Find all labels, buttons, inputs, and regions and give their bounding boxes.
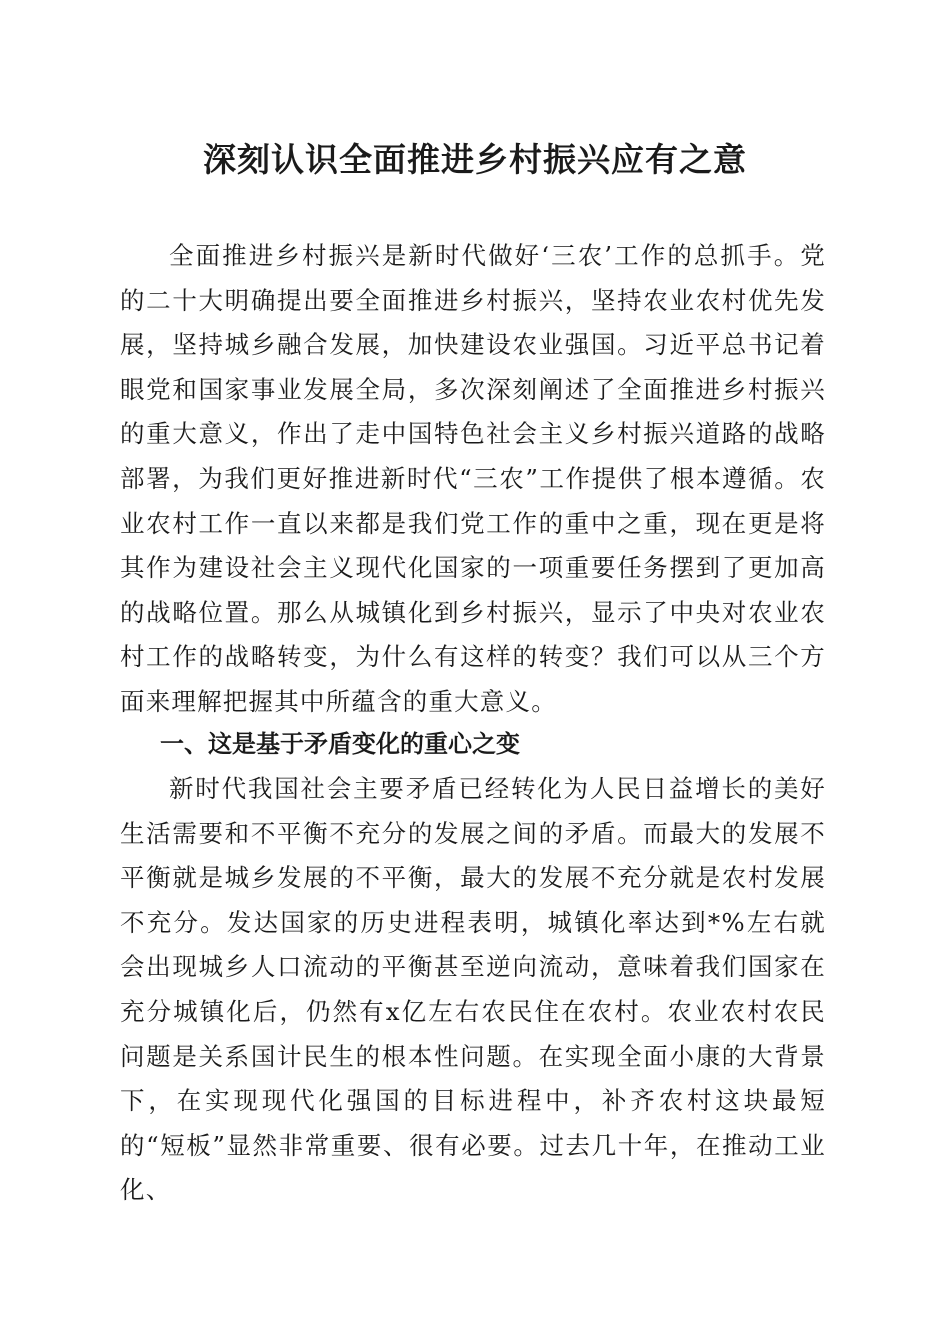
intro-paragraph: 全面推进乡村振兴是新时代做好‘三农’工作的总抓手。党的二十大明确提出要全面推进乡村振兴，坚持农业农村优先发展，坚持城乡融合发展，加快建设农业强国。习近平总书记着眼党和国家事业发展全局，多次深刻阐述了全面推进乡村振兴的重大意义，作出了走中国特色社会主义乡村振兴道路的战略部署，为我们更好推进新时代“三农”工作提供了根本遵循。农业农村工作一直以来都是我们党工作的重中之重，现在更是将其作为建设社会主义现代化国家的一项重要任务摆到了更加高的战略位置。那么从城镇化到乡村振兴，显示了中央对农业农村工作的战略转变，为什么有这样的转变？我们可以从三个方面来理解把握其中所蕴含的重大意义。 [120,241,826,716]
document-title: 深刻认识全面推进乡村振兴应有之意 [203,140,747,179]
section-paragraph: 新时代我国社会主要矛盾已经转化为人民日益增长的美好生活需要和不平衡不充分的发展之间的矛盾。而最大的发展不平衡就是城乡发展的不平衡，最大的发展不充分就是农村发展不充分。发达国家的历史进程表明，城镇化率达到*%左右就会出现城乡人口流动的平衡甚至逆向流动，意味着我们国家在充分城镇化后，仍然有x亿左右农民住在农村。农业农村农民问题是关系国计民生的根本性问题。在实现全面小康的大背景下，在实现现代化强国的目标进程中，补齐农村这块最短的“短板”显然非常重要、很有必要。过去几十年，在推动工业化、 [120,774,826,1205]
section-heading: 一、这是基于矛盾变化的重心之变 [160,730,520,758]
